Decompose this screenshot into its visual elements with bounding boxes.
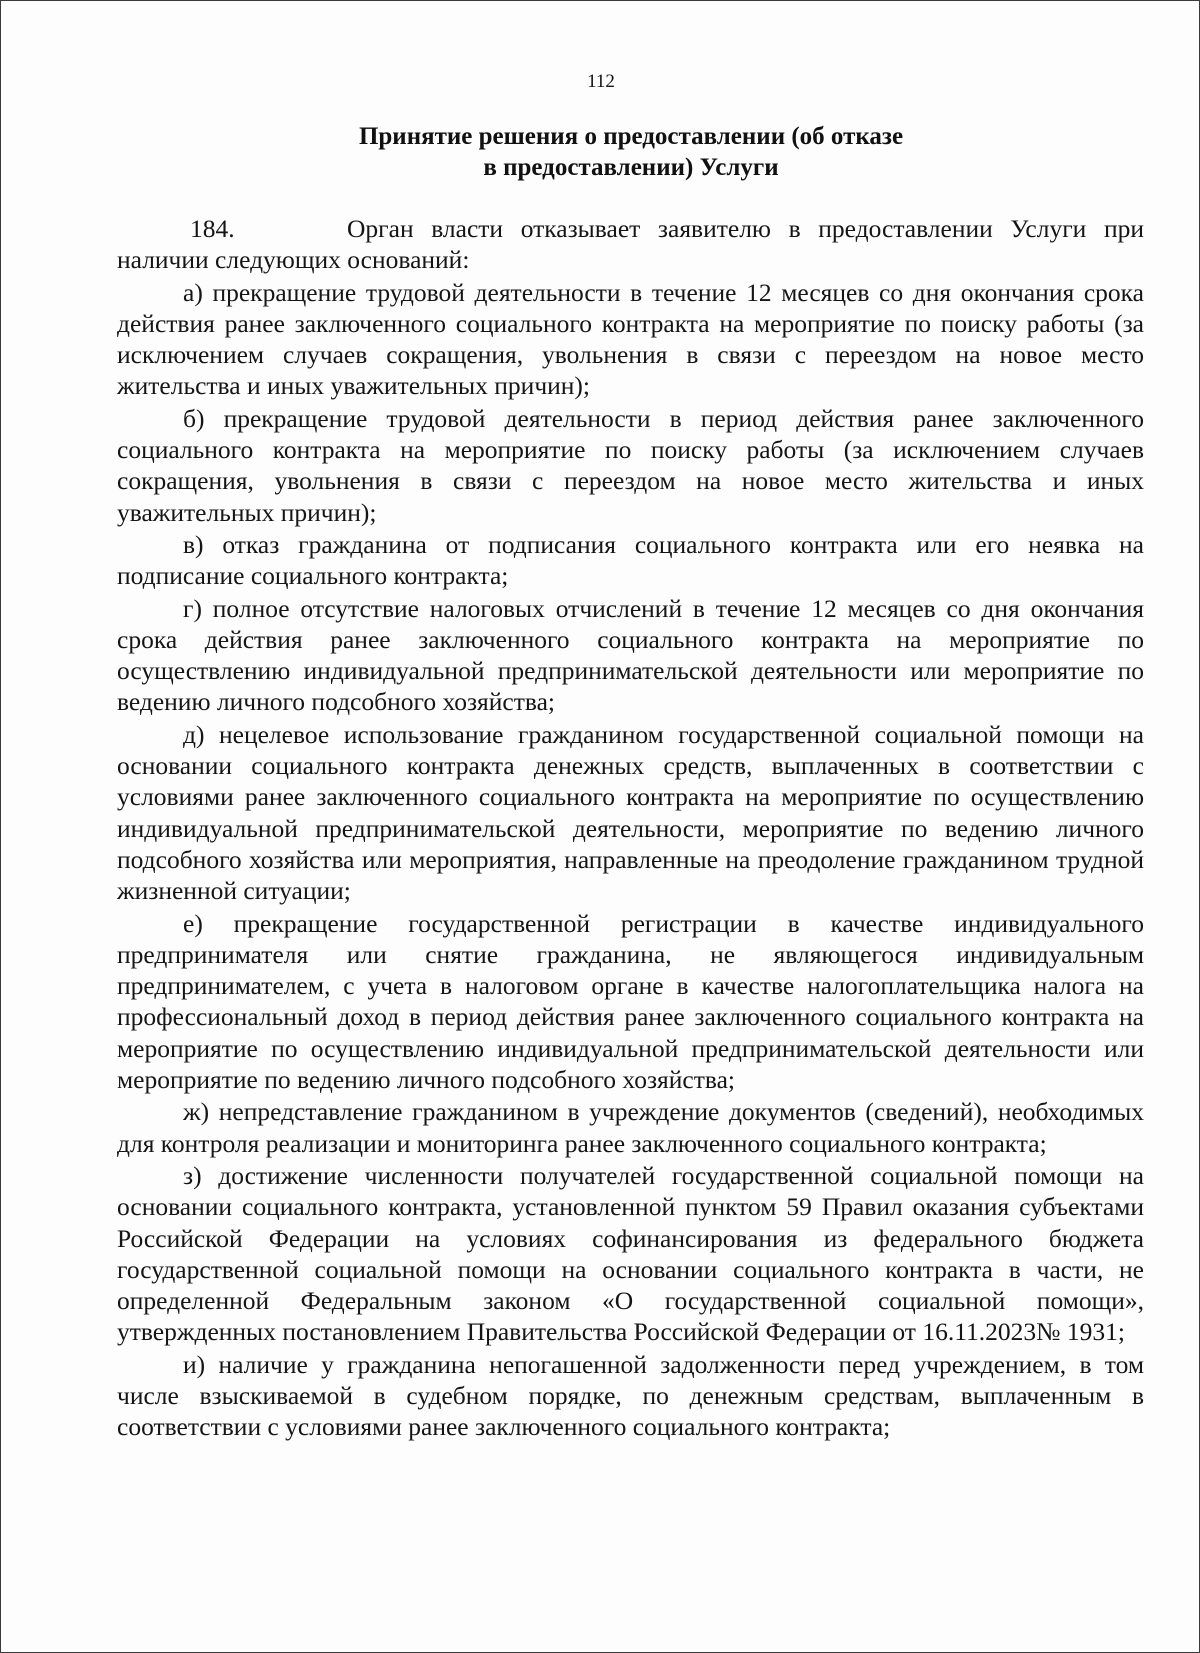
list-item-i: и) наличие у гражданина непогашенной задолженности перед учреждением, в том числе взыскиваемой в судебном порядке, по денежным средствам, выплаченным в соответствии с условиями ранее заключенного социального контракта; (117, 1349, 1144, 1442)
list-item-z: з) достижение численности получателей государственной социальной помощи на основании социального контракта, установленной пунктом 59 Правил оказания субъектами Российской Федерации на условиях софинансирования из федерального бюджета государственной социальной помощи на основании социального контракта в части, не определенной Федеральным законом «О государственной социальной помощи», утвержденных постановлением Правительства Российской Федерации от 16.11.2023№ 1931; (117, 1160, 1144, 1347)
page-number: 112 (587, 71, 615, 92)
list-item-d: д) нецелевое использование гражданином государственной социальной помощи на основании социального контракта денежных средств, выплаченных в соответствии с условиями ранее заключенного социального контракта на мероприятие по осуществлению индивидуальной предпринимательской деятельности, мероприятие по ведению личного подсобного хозяйства или мероприятия, направленные на преодоление гражданином трудной жизненной ситуации; (117, 719, 1144, 906)
list-item-a: а) прекращение трудовой деятельности в течение 12 месяцев со дня окончания срока действия ранее заключенного социального контракта на мероприятие по поиску работы (за исключением случаев сокращения, увольнения в связи с переездом на новое место жительства и иных уважительных причин); (117, 277, 1144, 401)
list-item-v: в) отказ гражданина от подписания социального контракта или его неявка на подписание социального контракта; (117, 529, 1144, 591)
list-item-b: б) прекращение трудовой деятельности в период действия ранее заключенного социального контракта на мероприятие по поиску работы (за исключением случаев сокращения, увольнения в связи с переездом на новое место жительства и иных уважительных причин); (117, 403, 1144, 527)
clause-number: 184. (190, 214, 235, 243)
clause-intro: Орган власти отказывает заявителю в предоставлении Услуги при наличии следующих оснований: (117, 214, 1144, 275)
section-heading (301, 121, 961, 183)
list-item-e: е) прекращение государственной регистрации в качестве индивидуального предпринимателя или снятие гражданина, не являющегося индивидуальным предпринимателем, с учета в налоговом органе в качестве налогоплательщика налога на профессиональный доход в период действия ранее заключенного социального контракта на мероприятие по осуществлению индивидуальной предпринимательской деятельности или мероприятие по ведению личного подсобного хозяйства; (117, 908, 1144, 1095)
clause-paragraph (117, 213, 1144, 276)
document-body (117, 213, 1144, 1444)
section-heading-line-1: Принятие решения о предоставлении (об отказе (358, 123, 904, 150)
section-heading-line-2: в предоставлении) Услуги (483, 154, 779, 181)
list-item-zh: ж) непредставление гражданином в учреждение документов (сведений), необходимых для контроля реализации и мониторинга ранее заключенного социального контракта; (117, 1097, 1144, 1158)
list-item-g: г) полное отсутствие налоговых отчислений в течение 12 месяцев со дня окончания срока действия ранее заключенного социального контракта на мероприятие по осуществлению индивидуальной предпринимательской деятельности или мероприятие по ведению личного подсобного хозяйства; (117, 593, 1144, 717)
